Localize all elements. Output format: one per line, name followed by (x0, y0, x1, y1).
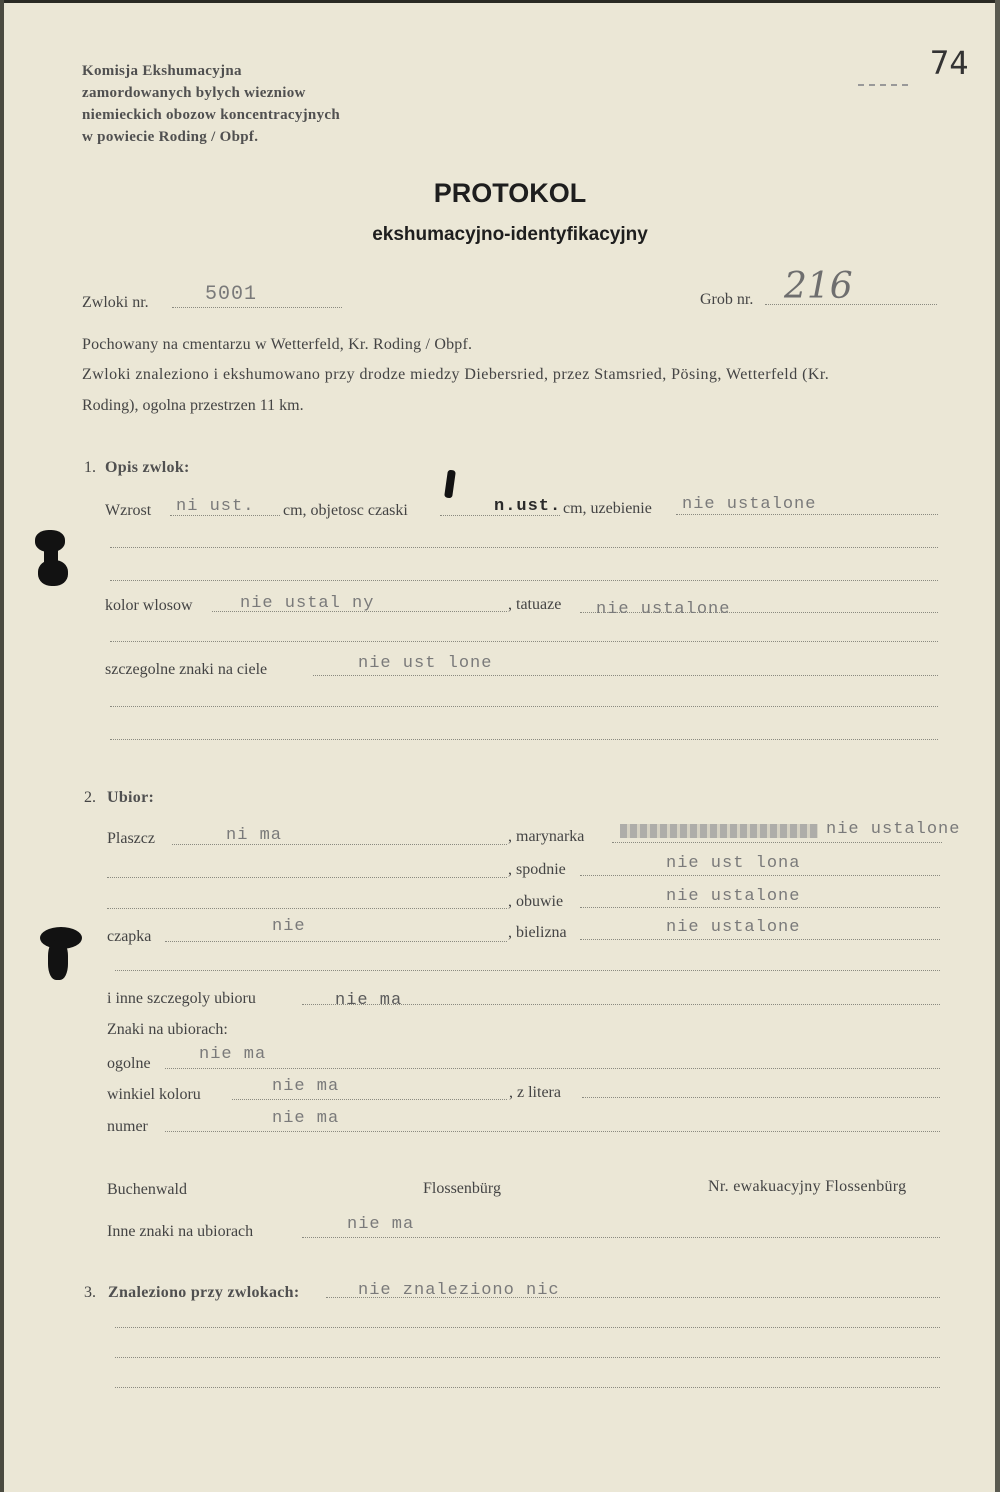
plaszcz-dotline (172, 844, 507, 845)
bielizna-dotline (580, 939, 940, 940)
blank-line (115, 1357, 940, 1358)
bielizna-label: , bielizna (508, 924, 567, 941)
inne-label: i inne szczegoly ubioru (107, 990, 256, 1007)
blank-line (110, 547, 938, 548)
burial-place: Pochowany na cmentarzu w Wetterfeld, Kr. Roding / Obpf. (82, 336, 473, 353)
blank-line (107, 877, 507, 878)
header-line: zamordowanych bylych wiezniow (82, 85, 306, 101)
winkiel-value: nie ma (272, 1077, 340, 1096)
left-edge (0, 0, 4, 1492)
winkiel-dotline (232, 1099, 507, 1100)
inne-znaki-label: Inne znaki na ubiorach (107, 1223, 254, 1240)
spodnie-dotline (580, 875, 940, 876)
winkiel-label: winkiel koloru (107, 1086, 201, 1103)
obuwie-label: , obuwie (508, 893, 564, 910)
numer-label: numer (107, 1118, 148, 1135)
section1-number: 1. (84, 459, 96, 476)
znaki-ubiorach-heading: Znaki na ubiorach: (107, 1021, 228, 1038)
spodnie-value: nie ust lona (666, 854, 801, 873)
kolor-label: kolor wlosow (105, 597, 193, 614)
plaszcz-value: ni ma (226, 826, 283, 845)
distance: Roding), ogolna przestrzen 11 km. (82, 397, 304, 414)
blank-line (110, 580, 938, 581)
tatuaze-label: , tatuaze (508, 596, 562, 613)
ogolne-label: ogolne (107, 1055, 151, 1072)
znaki-value: nie ust lone (358, 654, 493, 673)
blank-line (110, 706, 938, 707)
marynarka-dotline (612, 842, 942, 843)
spodnie-label: , spodnie (508, 861, 566, 878)
grob-value: 216 (784, 266, 853, 307)
obuwie-value: nie ustalone (666, 887, 801, 906)
litera-label: , z litera (509, 1084, 561, 1101)
uzebienie-label: cm, uzebienie (563, 500, 652, 517)
marynarka-label: , marynarka (508, 828, 585, 845)
flossenburg-label: Flossenbürg (423, 1180, 501, 1197)
litera-dotline (582, 1097, 940, 1098)
header-line: niemieckich obozow koncentracyjnych (82, 107, 340, 123)
found-location: Zwloki znaleziono i ekshumowano przy drodze miedzy Diebersried, przez Stamsried, Pösing, Wetterfeld (Kr. (82, 366, 830, 383)
znaki-dotline (313, 675, 938, 676)
right-edge (995, 0, 1000, 1492)
section3-heading: Znaleziono przy zwlokach: (108, 1284, 300, 1301)
uzebienie-dotline (676, 514, 938, 515)
blank-line (110, 641, 938, 642)
section1-heading: Opis zwlok: (105, 459, 190, 476)
blank-line (107, 908, 507, 909)
obuwie-dotline (580, 907, 940, 908)
tatuaze-value: nie ustalone (596, 600, 731, 619)
section2-number: 2. (84, 789, 96, 806)
typed-strikeout (620, 824, 818, 838)
section3-number: 3. (84, 1284, 96, 1301)
uzebienie-value: nie ustalone (682, 495, 817, 514)
zwloki-label: Zwloki nr. (82, 294, 149, 311)
header-line: Komisja Ekshumacyjna (82, 63, 242, 79)
numer-dotline (165, 1131, 940, 1132)
czaski-label: cm, objetosc czaski (283, 502, 408, 519)
czapka-label: czapka (107, 928, 152, 945)
inne-znaki-value: nie ma (347, 1215, 415, 1234)
page-subtitle: ekshumacyjno-identyfikacyjny (372, 224, 648, 245)
grob-label: Grob nr. (700, 291, 754, 308)
dash-mark (858, 84, 908, 86)
buchenwald-label: Buchenwald (107, 1181, 187, 1198)
kolor-value: nie ustal ny (240, 594, 375, 613)
ink-stroke (444, 470, 456, 499)
blank-line (115, 1387, 940, 1388)
numer-value: nie ma (272, 1109, 340, 1128)
plaszcz-label: Plaszcz (107, 830, 155, 847)
znaki-label: szczegolne znaki na ciele (105, 661, 268, 678)
evacuation-number-label: Nr. ewakuacyjny Flossenbürg (708, 1178, 907, 1195)
wzrost-label: Wzrost (105, 502, 152, 519)
ogolne-dotline (165, 1068, 940, 1069)
header-line: w powiecie Roding / Obpf. (82, 129, 259, 145)
blank-line (115, 1327, 940, 1328)
page-title: PROTOKOL (433, 178, 587, 208)
blank-line (110, 739, 938, 740)
wzrost-value: ni ust. (176, 497, 255, 516)
czaski-value: n.ust. (494, 497, 562, 516)
czapka-value: nie (272, 917, 306, 936)
marynarka-value: nie ustalone (826, 820, 961, 839)
blank-line (115, 970, 940, 971)
czapka-dotline (165, 941, 507, 942)
top-edge (0, 0, 1000, 3)
bielizna-value: nie ustalone (666, 918, 801, 937)
inne-value: nie ma (335, 991, 403, 1010)
section2-heading: Ubior: (107, 789, 155, 806)
zwloki-value: 5001 (205, 283, 258, 306)
ogolne-value: nie ma (199, 1045, 267, 1064)
inne-znaki-dotline (302, 1237, 940, 1238)
page-number: 74 (930, 44, 969, 82)
section3-value: nie znaleziono nic (358, 1281, 560, 1300)
zwloki-dotline (172, 307, 342, 308)
